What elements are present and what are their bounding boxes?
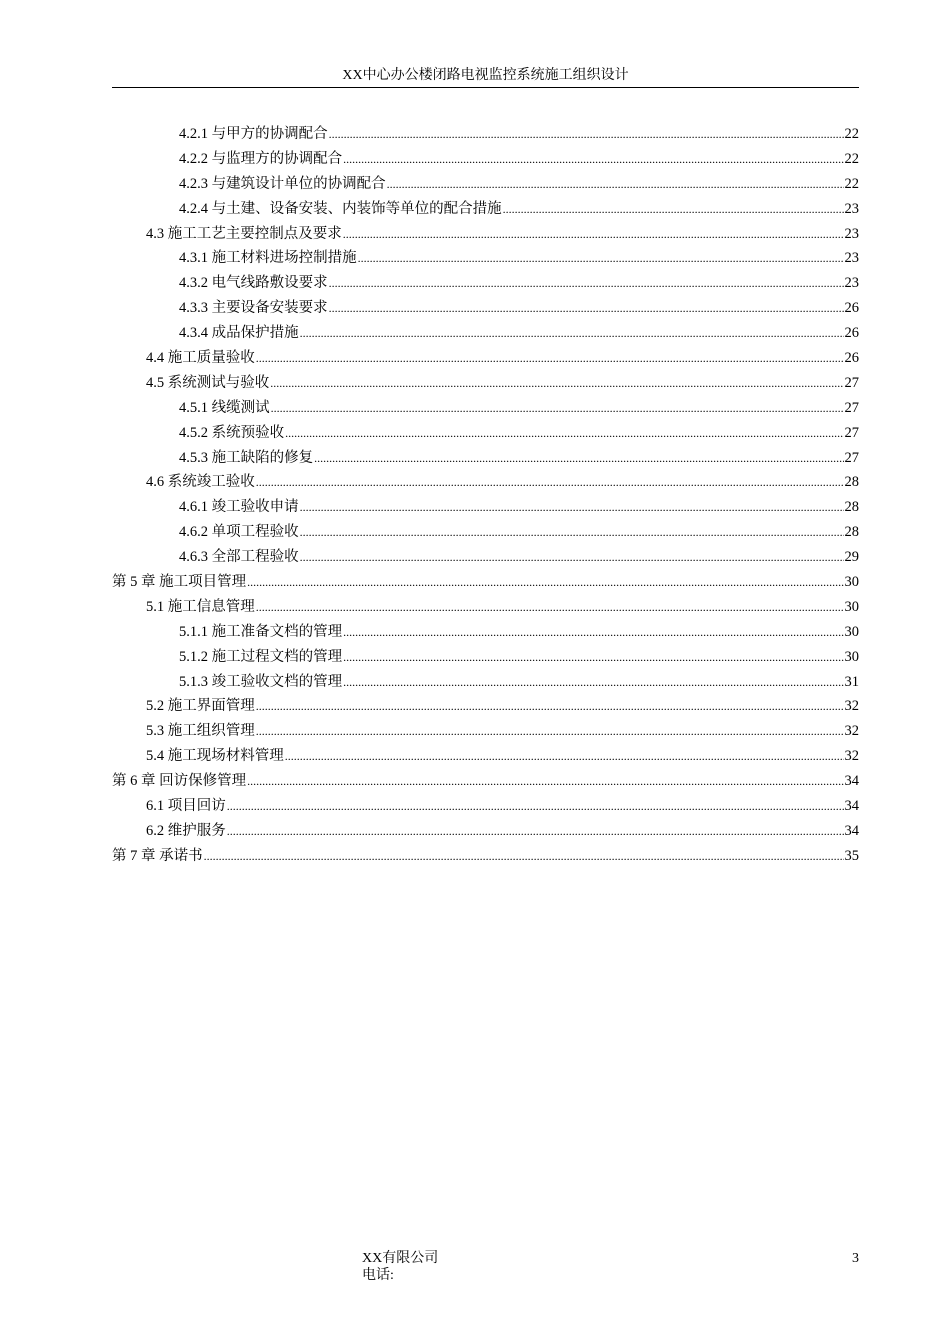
toc-entry-title: 5.1.1 施工准备文档的管理 (179, 623, 343, 640)
toc-entry-page: 26 (844, 325, 859, 342)
toc-entry-title: 4.5.3 施工缺陷的修复 (179, 449, 314, 466)
toc-entry[interactable] (112, 470, 859, 495)
toc-entry[interactable] (112, 794, 859, 819)
toc-entry[interactable] (112, 570, 859, 595)
toc-entry-page: 32 (844, 723, 859, 740)
toc-entry-title: 5.2 施工界面管理 (146, 698, 255, 715)
page-number: 3 (852, 1251, 859, 1266)
toc-entry[interactable] (112, 520, 859, 545)
toc-dot-leader (227, 794, 844, 819)
toc-entry-page: 30 (844, 648, 859, 665)
toc-entry-title: 4.2.3 与建筑设计单位的协调配合 (179, 175, 386, 192)
toc-entry-page: 34 (844, 822, 859, 839)
toc-dot-leader (285, 421, 843, 446)
toc-entry-title: 第 6 章 回访保修管理 (112, 773, 247, 790)
toc-entry-title: 第 5 章 施工项目管理 (112, 574, 247, 591)
toc-entry[interactable] (112, 172, 859, 197)
toc-dot-leader (343, 645, 843, 670)
toc-entry[interactable] (112, 271, 859, 296)
toc-entry-page: 27 (844, 424, 859, 441)
toc-entry-title: 4.5.1 线缆测试 (179, 399, 270, 416)
header-divider (112, 87, 859, 88)
toc-entry-page: 23 (844, 200, 859, 217)
toc-entry[interactable] (112, 819, 859, 844)
toc-dot-leader (314, 446, 843, 471)
toc-entry[interactable] (112, 197, 859, 222)
toc-entry[interactable] (112, 421, 859, 446)
toc-entry-page: 26 (844, 300, 859, 317)
toc-entry[interactable] (112, 346, 859, 371)
toc-entry[interactable] (112, 719, 859, 744)
toc-dot-leader (247, 570, 843, 595)
toc-entry-title: 4.4 施工质量验收 (146, 350, 255, 367)
toc-dot-leader (503, 197, 844, 222)
toc-entry-page: 23 (844, 275, 859, 292)
toc-dot-leader (387, 172, 844, 197)
toc-entry-page: 30 (844, 574, 859, 591)
toc-dot-leader (256, 470, 844, 495)
toc-entry-title: 4.5.2 系统预验收 (179, 424, 285, 441)
toc-entry-title: 5.1.2 施工过程文档的管理 (179, 648, 343, 665)
toc-dot-leader (329, 271, 844, 296)
toc-entry[interactable] (112, 694, 859, 719)
toc-entry[interactable] (112, 670, 859, 695)
toc-entry-page: 35 (844, 847, 859, 864)
footer-company: XX有限公司 (362, 1251, 439, 1266)
toc-entry[interactable] (112, 122, 859, 147)
toc-dot-leader (343, 620, 843, 645)
toc-dot-leader (285, 744, 844, 769)
toc-entry-title: 4.2.1 与甲方的协调配合 (179, 126, 328, 142)
toc-entry-page: 27 (844, 449, 859, 466)
toc-dot-leader (204, 844, 844, 869)
toc-entry[interactable] (112, 222, 859, 247)
toc-entry-page: 26 (844, 350, 859, 367)
toc-dot-leader (329, 296, 844, 321)
toc-entry-page: 34 (844, 773, 859, 790)
toc-entry-page: 22 (844, 126, 859, 142)
toc-entry-title: 4.2.2 与监理方的协调配合 (179, 150, 343, 167)
toc-dot-leader (300, 545, 844, 570)
toc-dot-leader (256, 719, 844, 744)
toc-entry-title: 6.1 项目回访 (146, 798, 226, 815)
toc-entry-title: 4.3.2 电气线路敷设要求 (179, 275, 328, 292)
toc-dot-leader (329, 122, 844, 147)
toc-entry-page: 31 (844, 673, 859, 690)
toc-entry[interactable] (112, 296, 859, 321)
toc-entry[interactable] (112, 371, 859, 396)
toc-entry-page: 27 (844, 374, 859, 391)
toc-entry-title: 4.6 系统竣工验收 (146, 474, 255, 491)
toc-entry[interactable] (112, 396, 859, 421)
toc-entry-page: 28 (844, 474, 859, 491)
toc-entry-page: 22 (844, 150, 859, 167)
toc-entry-title: 5.1 施工信息管理 (146, 598, 255, 615)
table-of-contents (112, 122, 859, 869)
toc-entry-title: 4.3.4 成品保护措施 (179, 325, 299, 342)
toc-entry[interactable] (112, 620, 859, 645)
toc-dot-leader (256, 694, 844, 719)
toc-entry[interactable] (112, 446, 859, 471)
toc-dot-leader (300, 520, 844, 545)
toc-dot-leader (343, 670, 843, 695)
page-header-title: XX中心办公楼闭路电视监控系统施工组织设计 (342, 68, 629, 83)
toc-entry-page: 32 (844, 748, 859, 765)
toc-entry-page: 34 (844, 798, 859, 815)
toc-entry-title: 6.2 维护服务 (146, 822, 226, 839)
toc-entry-title: 第 7 章 承诺书 (112, 847, 203, 864)
toc-dot-leader (300, 495, 844, 520)
toc-entry-title: 5.3 施工组织管理 (146, 723, 255, 740)
toc-entry-page: 28 (844, 524, 859, 541)
toc-entry-page: 30 (844, 623, 859, 640)
toc-entry[interactable] (112, 246, 859, 271)
toc-dot-leader (270, 371, 843, 396)
toc-entry[interactable] (112, 321, 859, 346)
toc-dot-leader (300, 321, 844, 346)
toc-entry-page: 30 (844, 598, 859, 615)
toc-entry-page: 28 (844, 499, 859, 516)
footer-phone-label: 电话: (362, 1268, 394, 1283)
toc-entry[interactable] (112, 769, 859, 794)
toc-entry[interactable] (112, 645, 859, 670)
toc-entry[interactable] (112, 545, 859, 570)
toc-entry-title: 4.6.1 竣工验收申请 (179, 499, 299, 516)
toc-entry-title: 4.6.2 单项工程验收 (179, 524, 299, 541)
toc-entry[interactable] (112, 147, 859, 172)
toc-entry-page: 22 (844, 175, 859, 192)
toc-entry-title: 4.5 系统测试与验收 (146, 374, 270, 391)
toc-entry-title: 4.3.3 主要设备安装要求 (179, 300, 328, 317)
toc-entry-page: 27 (844, 399, 859, 416)
toc-dot-leader (227, 819, 844, 844)
toc-entry[interactable] (112, 844, 859, 869)
toc-dot-leader (343, 147, 843, 172)
toc-entry-title: 5.1.3 竣工验收文档的管理 (179, 673, 343, 690)
toc-entry-title: 4.3 施工工艺主要控制点及要求 (146, 225, 342, 242)
toc-dot-leader (271, 396, 844, 421)
toc-dot-leader (256, 346, 844, 371)
toc-dot-leader (358, 246, 844, 271)
toc-entry-page: 23 (844, 250, 859, 267)
toc-entry-title: 4.6.3 全部工程验收 (179, 549, 299, 566)
toc-entry-page: 29 (844, 549, 859, 566)
toc-entry-page: 23 (844, 225, 859, 242)
toc-entry-title: 4.3.1 施工材料进场控制措施 (179, 250, 357, 267)
toc-entry-page: 32 (844, 698, 859, 715)
toc-dot-leader (343, 222, 844, 247)
toc-entry[interactable] (112, 595, 859, 620)
toc-entry-title: 4.2.4 与土建、设备安装、内装饰等单位的配合措施 (179, 200, 502, 217)
toc-dot-leader (256, 595, 844, 620)
toc-entry[interactable] (112, 495, 859, 520)
toc-entry[interactable] (112, 744, 859, 769)
toc-dot-leader (247, 769, 843, 794)
toc-entry-title: 5.4 施工现场材料管理 (146, 748, 284, 765)
